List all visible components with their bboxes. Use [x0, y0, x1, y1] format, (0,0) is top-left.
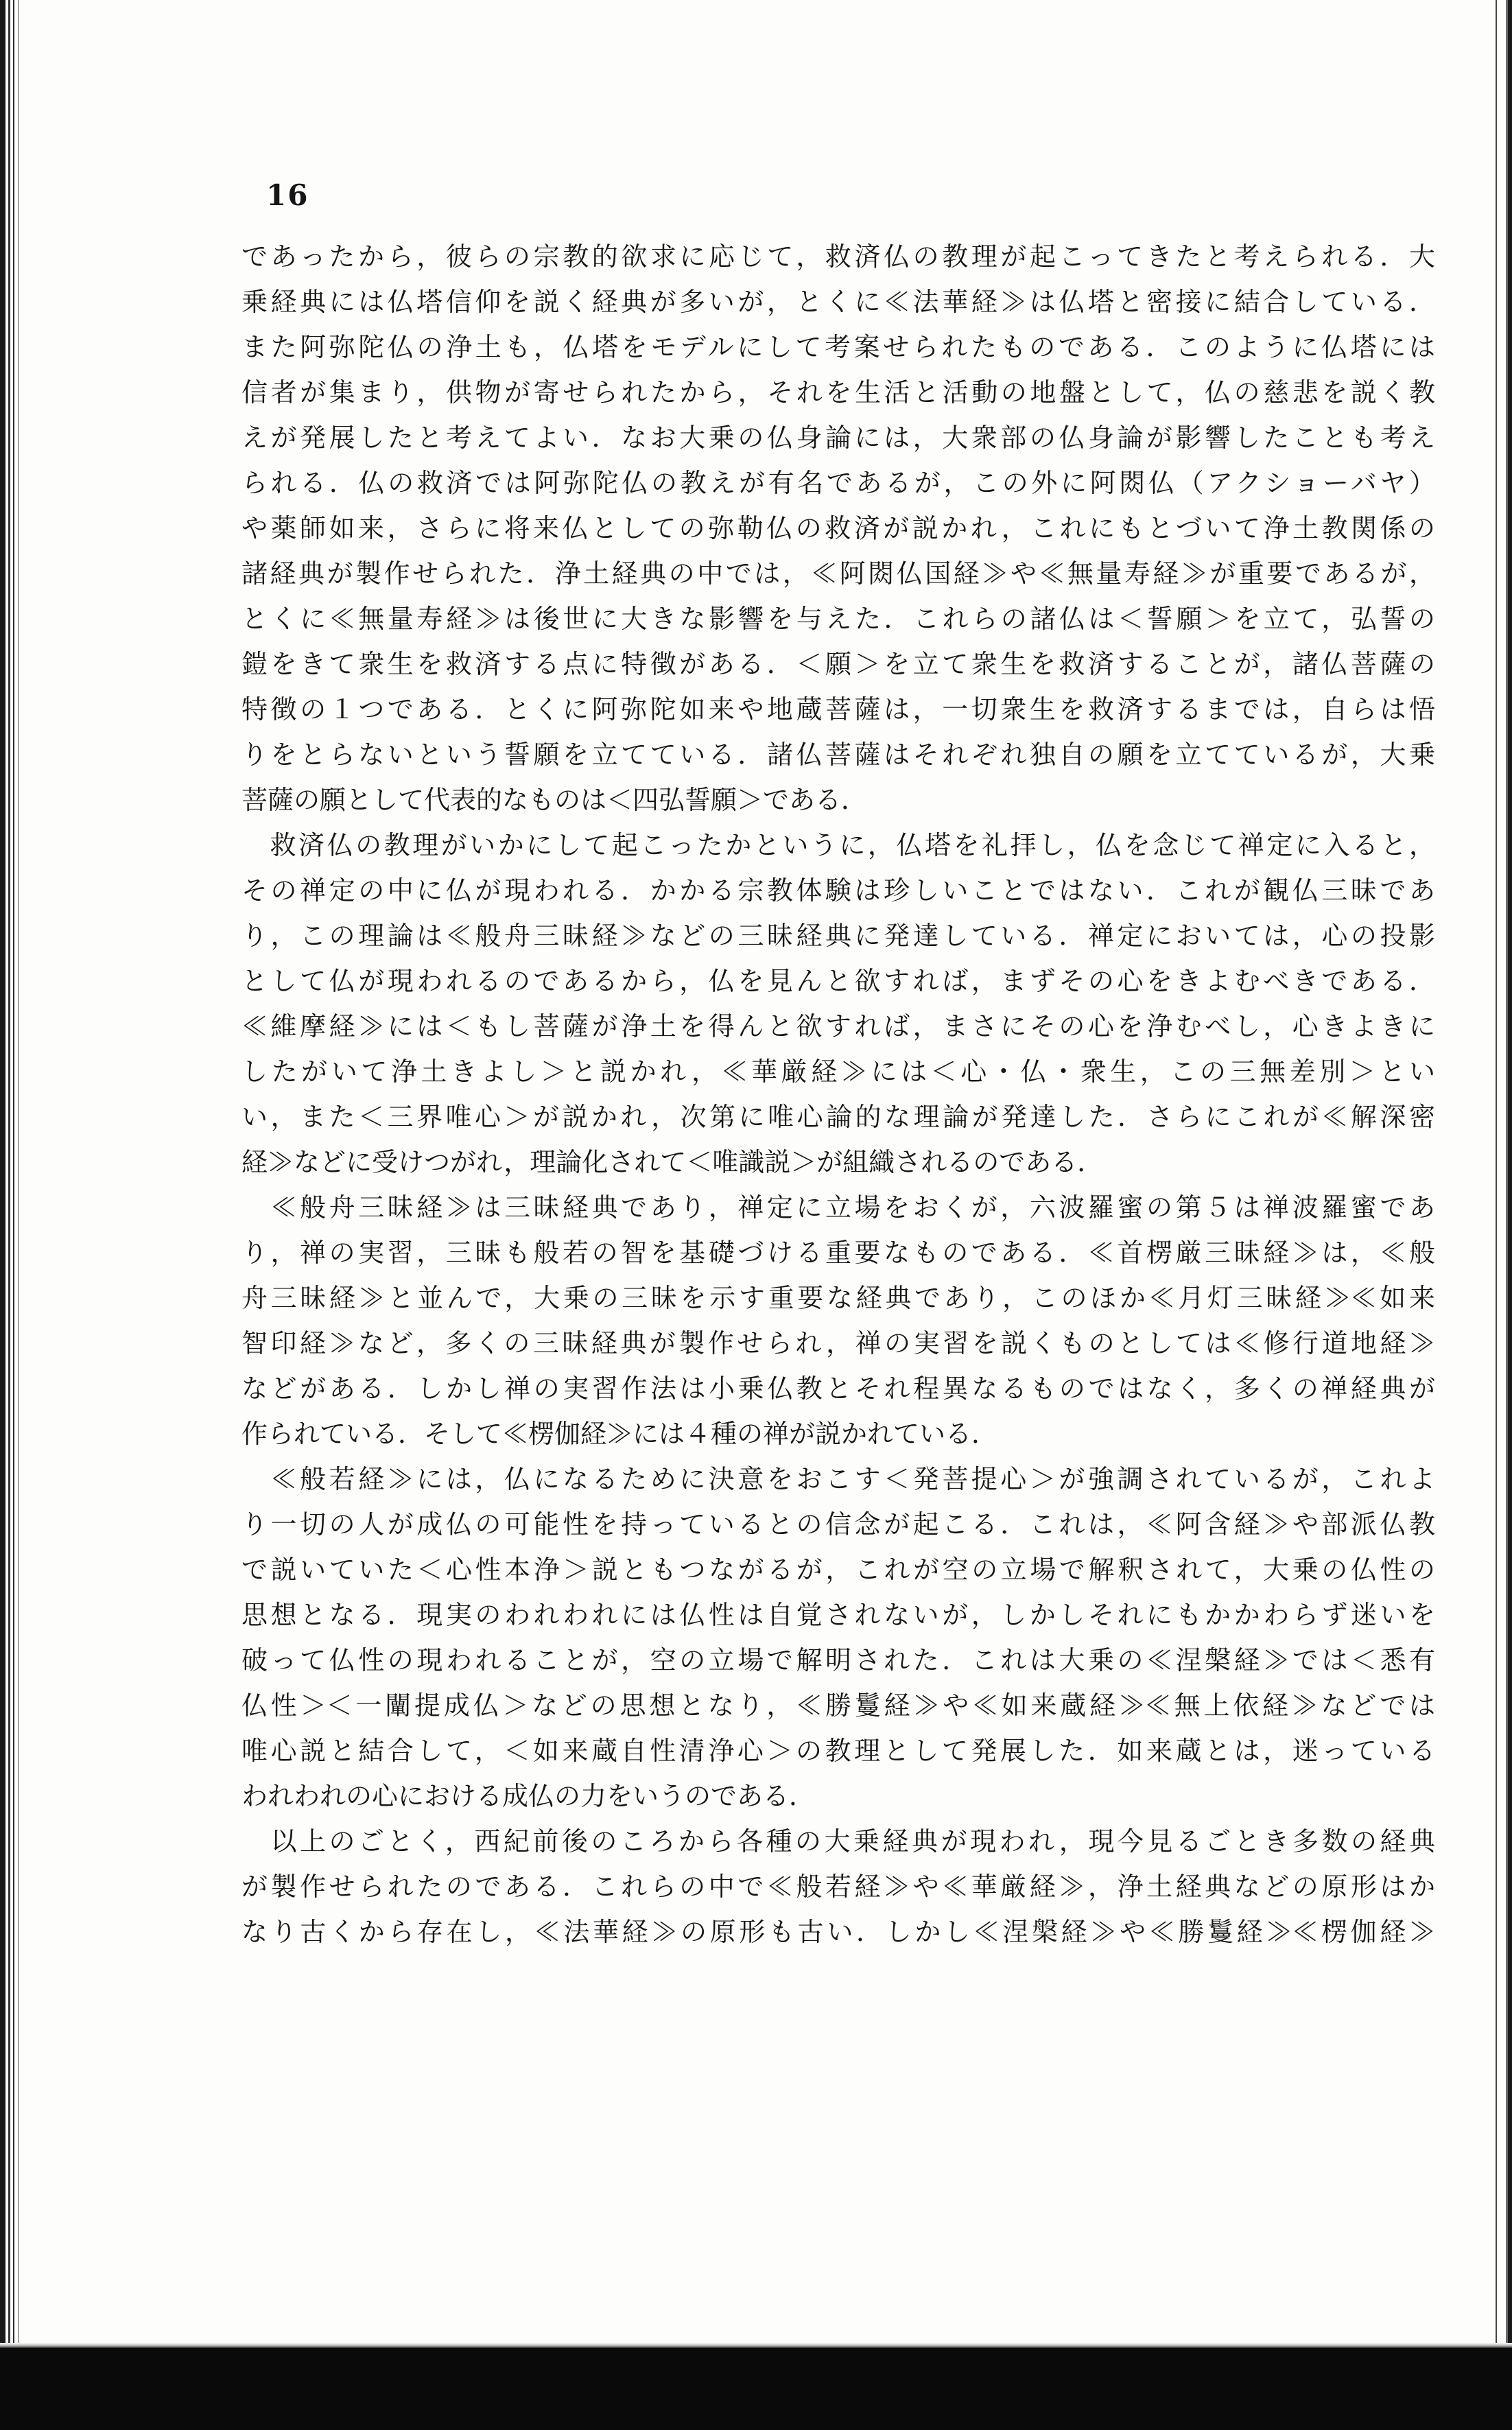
- text-line: 唯心説と結合して，＜如来蔵自性清浄心＞の教理として発展した．如来蔵とは，迷っている: [241, 1736, 1435, 1766]
- body-text: [241, 234, 1435, 1955]
- scan-bottom-edge: [0, 2348, 1512, 2430]
- text-line: などがある．しかし禅の実習作法は小乗仏教とそれ程異なるものではなく，多くの禅経典が: [241, 1373, 1435, 1404]
- page-number: 16: [266, 178, 309, 212]
- text-line: その禅定の中に仏が現われる．かかる宗教体験は珍しいことではない．これが観仏三昧であ: [241, 875, 1435, 906]
- text-line: 作られている．そして≪楞伽経≫には４種の禅が説かれている．: [241, 1419, 998, 1449]
- text-line: 舟三昧経≫と並んで，大乗の三昧を示す重要な経典であり，このほか≪月灯三昧経≫≪如来: [241, 1283, 1435, 1313]
- text-line: り一切の人が成仏の可能性を持っているとの信念が起こる．これは，≪阿含経≫や部派仏教: [241, 1509, 1435, 1540]
- scan-left-edge: [0, 0, 23, 2430]
- text-line: ≪維摩経≫には＜もし菩薩が浄土を得んと欲すれば，まさにその心を浄むべし，心きよきに: [241, 1011, 1435, 1041]
- text-line: で説いていた＜心性本浄＞説ともつながるが，これが空の立場で解釈されて，大乗の仏性の: [241, 1555, 1435, 1585]
- text-line: なり古くから存在し，≪法華経≫の原形も古い．しかし≪涅槃経≫や≪勝鬘経≫≪楞伽経≫: [241, 1917, 1435, 1947]
- text-line: が製作せられたのである．これらの中で≪般若経≫や≪華厳経≫，浄土経典などの原形はか: [241, 1872, 1435, 1902]
- text-line: とくに≪無量寿経≫は後世に大きな影響を与えた．これらの諸仏は＜誓願＞を立て，弘誓の: [241, 604, 1435, 634]
- text-line: 信者が集まり，供物が寄せられたから，それを生活と活動の地盤として，仏の慈悲を説く教: [241, 377, 1435, 408]
- text-line: したがいて浄土きよし＞と説かれ，≪華厳経≫には＜心・仏・衆生，この三無差別＞とい: [241, 1057, 1435, 1087]
- text-line: 諸経典が製作せられた．浄土経典の中では，≪阿閦仏国経≫や≪無量寿経≫が重要であるが，: [241, 558, 1435, 589]
- text-line: ≪般舟三昧経≫は三昧経典であり，禅定に立場をおくが，六波羅蜜の第５は禅波羅蜜であ: [241, 1192, 1435, 1223]
- text-line: 菩薩の願として代表的なものは＜四弘誓願＞である．: [241, 785, 868, 815]
- text-line: であったから，彼らの宗教的欲求に応じて，救済仏の教理が起こってきたと考えられる．大: [241, 241, 1435, 272]
- text-line: り，この理論は≪般舟三昧経≫などの三昧経典に発達している．禅定においては，心の投影: [241, 921, 1435, 951]
- text-line: 救済仏の教理がいかにして起こったかというに，仏塔を礼拝し，仏を念じて禅定に入ると，: [241, 830, 1435, 860]
- text-line: 乗経典には仏塔信仰を説く経典が多いが，とくに≪法華経≫は仏塔と密接に結合している．: [241, 287, 1435, 317]
- text-line: 特徴の１つである．とくに阿弥陀如来や地蔵菩薩は，一切衆生を救済するまでは，自らは悟: [241, 694, 1435, 724]
- text-line: ≪般若経≫には，仏になるために決意をおこす＜発菩提心＞が強調されているが，これよ: [241, 1464, 1435, 1494]
- text-line: 智印経≫など，多くの三昧経典が製作せられ，禅の実習を説くものとしては≪修行道地経≫: [241, 1328, 1435, 1358]
- text-line: 仏性＞＜一闡提成仏＞などの思想となり，≪勝鬘経≫や≪如来蔵経≫≪無上依経≫などでは: [241, 1690, 1435, 1721]
- text-line: い，また＜三界唯心＞が説かれ，次第に唯心論的な理論が発達した．さらにこれが≪解深密: [241, 1102, 1435, 1132]
- text-line: えが発展したと考えてよい．なお大乗の仏身論には，大衆部の仏身論が影響したことも考え: [241, 423, 1435, 453]
- scan-right-edge: [1485, 0, 1512, 2430]
- text-line: として仏が現われるのであるから，仏を見んと欲すれば，まずその心をきよむべきである．: [241, 966, 1435, 996]
- text-line: われわれの心における成仏の力をいうのである．: [241, 1781, 816, 1811]
- text-line: 鎧をきて衆生を救済する点に特徴がある．＜願＞を立て衆生を救済することが，諸仏菩薩の: [241, 649, 1435, 679]
- text-line: 破って仏性の現われることが，空の立場で解明された．これは大乗の≪涅槃経≫では＜悉有: [241, 1645, 1435, 1675]
- text-line: や薬師如来，さらに将来仏としての弥勒仏の救済が説かれ，これにもとづいて浄土教関係の: [241, 513, 1435, 543]
- text-line: りをとらないという誓願を立てている．諸仏菩薩はそれぞれ独自の願を立てているが，大乗: [241, 740, 1435, 770]
- text-line: 経≫などに受けつがれ，理論化されて＜唯識説＞が組織されるのである．: [241, 1147, 1104, 1177]
- text-line: られる．仏の救済では阿弥陀仏の教えが有名であるが，この外に阿閦仏（アクショーバヤ）: [241, 468, 1435, 498]
- text-line: 思想となる．現実のわれわれには仏性は自覚されないが，しかしそれにもかかわらず迷いを: [241, 1600, 1435, 1630]
- text-line: また阿弥陀仏の浄土も，仏塔をモデルにして考案せられたものである．このように仏塔には: [241, 332, 1435, 362]
- text-line: 以上のごとく，西紀前後のころから各種の大乗経典が現われ，現今見るごとき多数の経典: [241, 1826, 1435, 1856]
- text-line: り，禅の実習，三昧も般若の智を基礎づける重要なものである．≪首楞厳三昧経≫は，≪般: [241, 1238, 1435, 1268]
